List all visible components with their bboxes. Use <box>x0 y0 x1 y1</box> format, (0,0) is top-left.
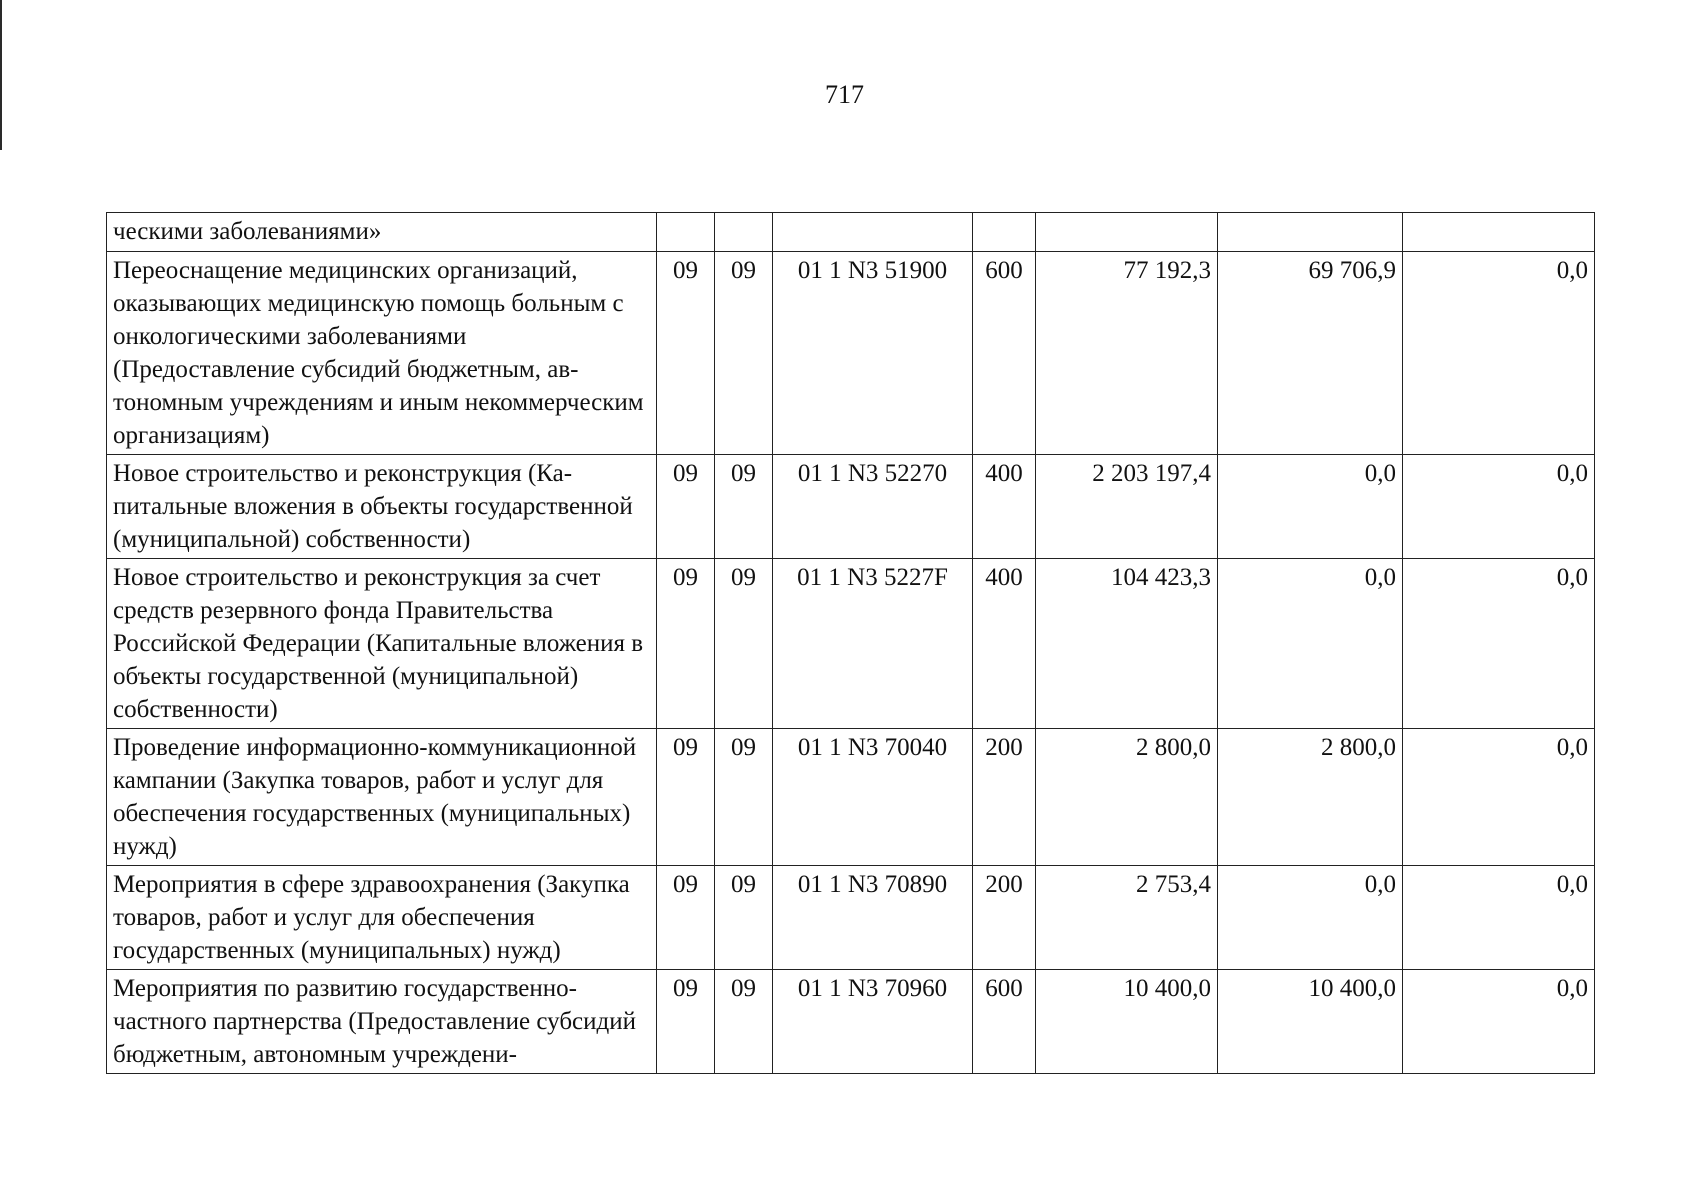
row-section: 09 <box>657 455 715 559</box>
row-expense-type: 600 <box>973 252 1036 455</box>
row-sum-1 <box>1036 213 1218 252</box>
row-section: 09 <box>657 252 715 455</box>
row-subsection: 09 <box>715 729 773 866</box>
row-name: Мероприятия по развитию государственно-частного партнерства (Предоставление субсидий бюджетным, автономным учреждени- <box>107 970 657 1074</box>
table-row <box>107 213 1595 252</box>
row-name: Новое строительство и реконструкция (Капитальные вложения в объекты государственной (муниципальной) собственности) <box>107 455 657 559</box>
row-sum-2: 0,0 <box>1218 455 1403 559</box>
row-sum-1: 77 192,3 <box>1036 252 1218 455</box>
row-section: 09 <box>657 729 715 866</box>
table-row <box>107 559 1595 729</box>
row-sum-3: 0,0 <box>1403 559 1595 729</box>
row-expense-type: 200 <box>973 729 1036 866</box>
row-subsection: 09 <box>715 455 773 559</box>
row-sum-3: 0,0 <box>1403 455 1595 559</box>
row-target-article: 01 1 N3 51900 <box>773 252 973 455</box>
row-target-article <box>773 213 973 252</box>
row-expense-type: 400 <box>973 455 1036 559</box>
row-sum-3: 0,0 <box>1403 970 1595 1074</box>
row-target-article: 01 1 N3 52270 <box>773 455 973 559</box>
table-row <box>107 970 1595 1074</box>
budget-table <box>106 212 1595 1074</box>
row-name: Мероприятия в сфере здравоохранения (Закупка товаров, работ и услуг для обеспечения государственных (муниципальных) нужд) <box>107 866 657 970</box>
row-sum-1: 104 423,3 <box>1036 559 1218 729</box>
row-target-article: 01 1 N3 70040 <box>773 729 973 866</box>
row-name: Проведение информационно-коммуникационной кампании (Закупка товаров, работ и услуг для обеспечения государственных (муниципальных) нужд) <box>107 729 657 866</box>
row-expense-type: 600 <box>973 970 1036 1074</box>
row-name: Переоснащение медицинских организаций, оказывающих медицинскую помощь больным с онкологическими заболеваниями (Предоставление субсидий бюджетным, автономным учреждениям и иным некоммерческим организациям) <box>107 252 657 455</box>
row-sum-2: 2 800,0 <box>1218 729 1403 866</box>
row-sum-1: 10 400,0 <box>1036 970 1218 1074</box>
row-section: 09 <box>657 866 715 970</box>
row-subsection: 09 <box>715 252 773 455</box>
row-target-article: 01 1 N3 70960 <box>773 970 973 1074</box>
row-name: ческими заболеваниями» <box>107 213 657 252</box>
row-subsection: 09 <box>715 559 773 729</box>
table-row <box>107 455 1595 559</box>
row-subsection: 09 <box>715 866 773 970</box>
row-section: 09 <box>657 970 715 1074</box>
row-sum-3: 0,0 <box>1403 729 1595 866</box>
row-name: Новое строительство и реконструкция за счет средств резервного фонда Правительства Российской Федерации (Капитальные вложения в объекты государственной (муниципальной) собственности) <box>107 559 657 729</box>
row-target-article: 01 1 N3 5227F <box>773 559 973 729</box>
row-sum-2 <box>1218 213 1403 252</box>
row-sum-2: 0,0 <box>1218 866 1403 970</box>
row-section: 09 <box>657 559 715 729</box>
table-row <box>107 252 1595 455</box>
row-target-article: 01 1 N3 70890 <box>773 866 973 970</box>
row-sum-1: 2 753,4 <box>1036 866 1218 970</box>
row-subsection: 09 <box>715 970 773 1074</box>
row-subsection <box>715 213 773 252</box>
page-number: 717 <box>825 80 864 109</box>
row-sum-2: 10 400,0 <box>1218 970 1403 1074</box>
table-row <box>107 729 1595 866</box>
row-expense-type: 200 <box>973 866 1036 970</box>
row-sum-1: 2 203 197,4 <box>1036 455 1218 559</box>
row-sum-1: 2 800,0 <box>1036 729 1218 866</box>
table-row <box>107 866 1595 970</box>
row-section <box>657 213 715 252</box>
row-sum-3: 0,0 <box>1403 252 1595 455</box>
row-expense-type <box>973 213 1036 252</box>
row-sum-2: 69 706,9 <box>1218 252 1403 455</box>
row-sum-3: 0,0 <box>1403 866 1595 970</box>
row-expense-type: 400 <box>973 559 1036 729</box>
row-sum-2: 0,0 <box>1218 559 1403 729</box>
scan-edge-line <box>0 0 2 150</box>
row-sum-3 <box>1403 213 1595 252</box>
